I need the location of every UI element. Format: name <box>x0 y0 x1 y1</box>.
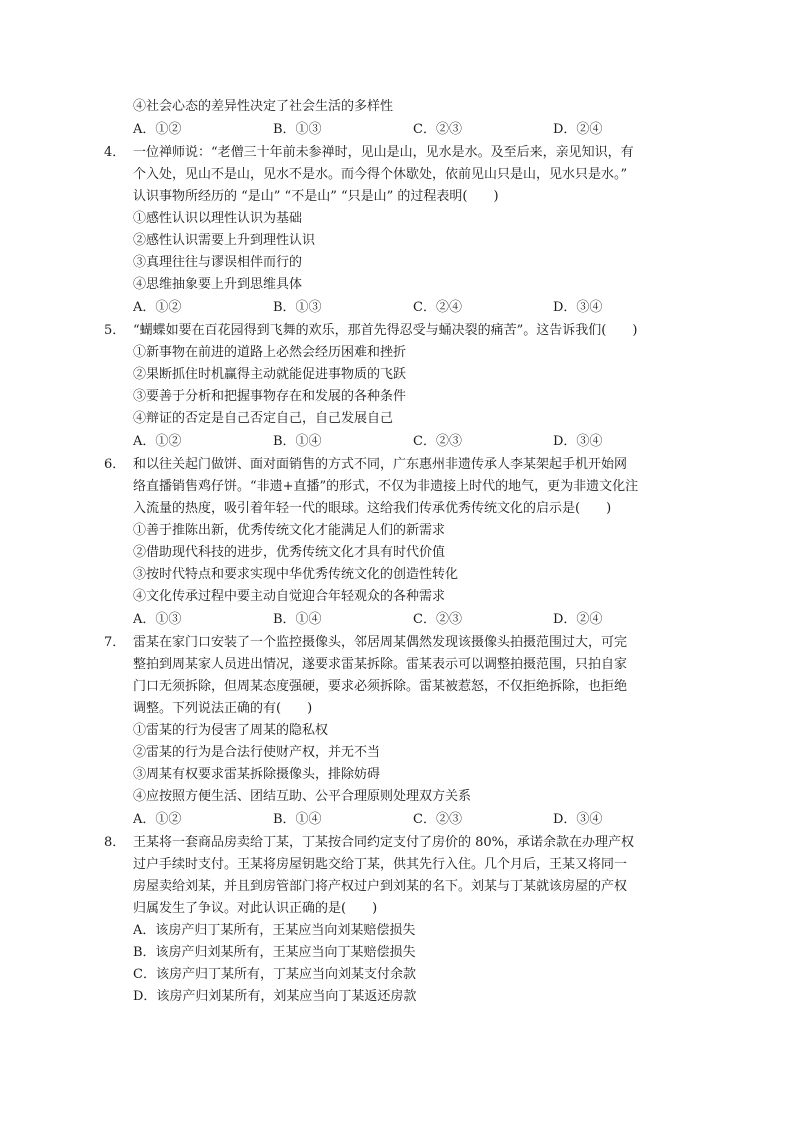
q6-option-b[interactable]: B．①④ <box>273 612 322 627</box>
q6-options <box>133 611 733 629</box>
q8-choice-b[interactable]: B．该房产归刘某所有，王某应当向丁某赔偿损失 <box>133 945 416 960</box>
q4-option-a[interactable]: A．①② <box>133 300 182 315</box>
q7-option-b[interactable]: B．①④ <box>273 812 322 827</box>
q6-number: 6． <box>104 457 126 472</box>
q3-option-a[interactable]: A．①② <box>133 122 182 137</box>
q6-stem-line-3: 入流量的热度，吸引着年轻一代的眼球。这给我们传承优秀传统文化的启示是( ) <box>133 501 612 516</box>
q4-stem-line-3: 认识事物所经历的 “是山” “不是山” “只是山” 的过程表明( ) <box>133 189 499 204</box>
q5-item-2: ②果断抓住时机赢得主动就能促进事物质的飞跃 <box>133 367 407 382</box>
q8-number: 8． <box>104 835 126 850</box>
q6-option-d[interactable]: D．②④ <box>553 612 603 627</box>
q5-item-3: ③要善于分析和把握事物存在和发展的各种条件 <box>133 389 407 404</box>
q4-option-b[interactable]: B．①③ <box>273 300 322 315</box>
q5-item-1: ①新事物在前进的道路上必然会经历困难和挫折 <box>133 345 407 360</box>
q8-stem-line-4: 归属发生了争议。对此认识正确的是( ) <box>133 901 378 916</box>
q3-option-d[interactable]: D．②④ <box>553 122 603 137</box>
q5-option-a[interactable]: A．①② <box>133 434 182 449</box>
q8-choice-c[interactable]: C．该房产归丁某所有，丁某应当向刘某支付余款 <box>133 967 416 982</box>
q7-number: 7． <box>104 635 126 650</box>
q6-item-2: ②借助现代科技的进步，优秀传统文化才具有时代价值 <box>133 545 446 560</box>
q5-option-c[interactable]: C．②③ <box>413 434 462 449</box>
q8-choice-d[interactable]: D．该房产归刘某所有，刘某应当向丁某返还房款 <box>133 989 417 1004</box>
q6-option-a[interactable]: A．①③ <box>133 612 182 627</box>
q6-stem-line-2: 络直播销售鸡仔饼。“非遗+直播”的形式，不仅为非遗接上时代的地气，更为非遗文化注 <box>133 479 639 494</box>
q8-stem-line-1: 王某将一套商品房卖给丁某，丁某按合同约定支付了房价的 80%，承诺余款在办理产权 <box>133 835 635 850</box>
q7-option-d[interactable]: D．③④ <box>553 812 603 827</box>
q7-options <box>133 811 733 829</box>
q4-number: 4． <box>104 145 126 160</box>
q7-item-2: ②雷某的行为是合法行使财产权，并无不当 <box>133 745 381 760</box>
q4-option-c[interactable]: C．②④ <box>413 300 462 315</box>
q8-choice-a[interactable]: A．该房产归丁某所有，王某应当向刘某赔偿损失 <box>133 923 416 938</box>
q7-stem-line-3: 门口无须拆除，但周某态度强硬，要求必须拆除。雷某被惹怒，不仅拒绝拆除，也拒绝 <box>133 679 628 694</box>
q7-item-4: ④应按照方便生活、团结互助、公平合理原则处理双方关系 <box>133 789 472 804</box>
q4-option-d[interactable]: D．③④ <box>553 300 603 315</box>
q3-options <box>133 121 733 139</box>
q7-option-a[interactable]: A．①② <box>133 812 182 827</box>
q7-stem-line-1: 雷某在家门口安装了一个监控摄像头，邻居周某偶然发现该摄像头拍摄范围过大，可完 <box>133 635 628 650</box>
q6-item-1: ①善于推陈出新，优秀传统文化才能满足人们的新需求 <box>133 523 446 538</box>
q5-options <box>133 433 733 451</box>
q5-option-d[interactable]: D．③④ <box>553 434 603 449</box>
q3-option-b[interactable]: B．①③ <box>273 122 322 137</box>
q4-item-3: ③真理往往与谬误相伴而行的 <box>133 255 303 270</box>
q5-item-4: ④辩证的否定是自己否定自己，自己发展自己 <box>133 411 394 426</box>
q8-stem-line-3: 房屋卖给刘某，并且到房管部门将产权过户到刘某的名下。刘某与丁某就该房屋的产权 <box>133 879 628 894</box>
q4-options <box>133 299 733 317</box>
q7-item-1: ①雷某的行为侵害了周某的隐私权 <box>133 723 329 738</box>
q5-stem-line-1: “蝴蝶如要在百花园得到飞舞的欢乐，那首先得忍受与蛹决裂的痛苦”。这告诉我们( ) <box>133 323 638 338</box>
q4-item-2: ②感性认识需要上升到理性认识 <box>133 233 316 248</box>
q5-number: 5． <box>104 323 126 338</box>
q7-item-3: ③周某有权要求雷某拆除摄像头，排除妨碍 <box>133 767 381 782</box>
q3-option-c[interactable]: C．②③ <box>413 122 462 137</box>
q5-option-b[interactable]: B．①④ <box>273 434 322 449</box>
q7-stem-line-2: 整拍到周某家人员进出情况，遂要求雷某拆除。雷某表示可以调整拍摄范围，只拍自家 <box>133 657 628 672</box>
q4-item-1: ①感性认识以理性认识为基础 <box>133 211 303 226</box>
q6-item-4: ④文化传承过程中要主动自觉迎合年轻观众的各种需求 <box>133 589 446 604</box>
q4-stem-line-1: 一位禅师说：“老僧三十年前未参禅时，见山是山，见水是水。及至后来，亲见知识，有 <box>133 145 634 160</box>
q4-item-4: ④思维抽象要上升到思维具体 <box>133 277 303 292</box>
q8-stem-line-2: 过户手续时支付。王某将房屋钥匙交给丁某，供其先行入住。几个月后，王某又将同一 <box>133 857 628 872</box>
q3-item-4: ④社会心态的差异性决定了社会生活的多样性 <box>133 99 394 114</box>
q7-stem-line-4: 调整。下列说法正确的有( ) <box>133 701 313 716</box>
q7-option-c[interactable]: C．②③ <box>413 812 462 827</box>
q6-option-c[interactable]: C．②③ <box>413 612 462 627</box>
q6-item-3: ③按时代特点和要求实现中华优秀传统文化的创造性转化 <box>133 567 459 582</box>
q6-stem-line-1: 和以往关起门做饼、面对面销售的方式不同，广东惠州非遗传承人李某架起手机开始网 <box>133 457 628 472</box>
q4-stem-line-2: 个入处，见山不是山，见水不是水。而今得个休歇处，依前见山只是山，见水只是水。” <box>133 167 628 182</box>
